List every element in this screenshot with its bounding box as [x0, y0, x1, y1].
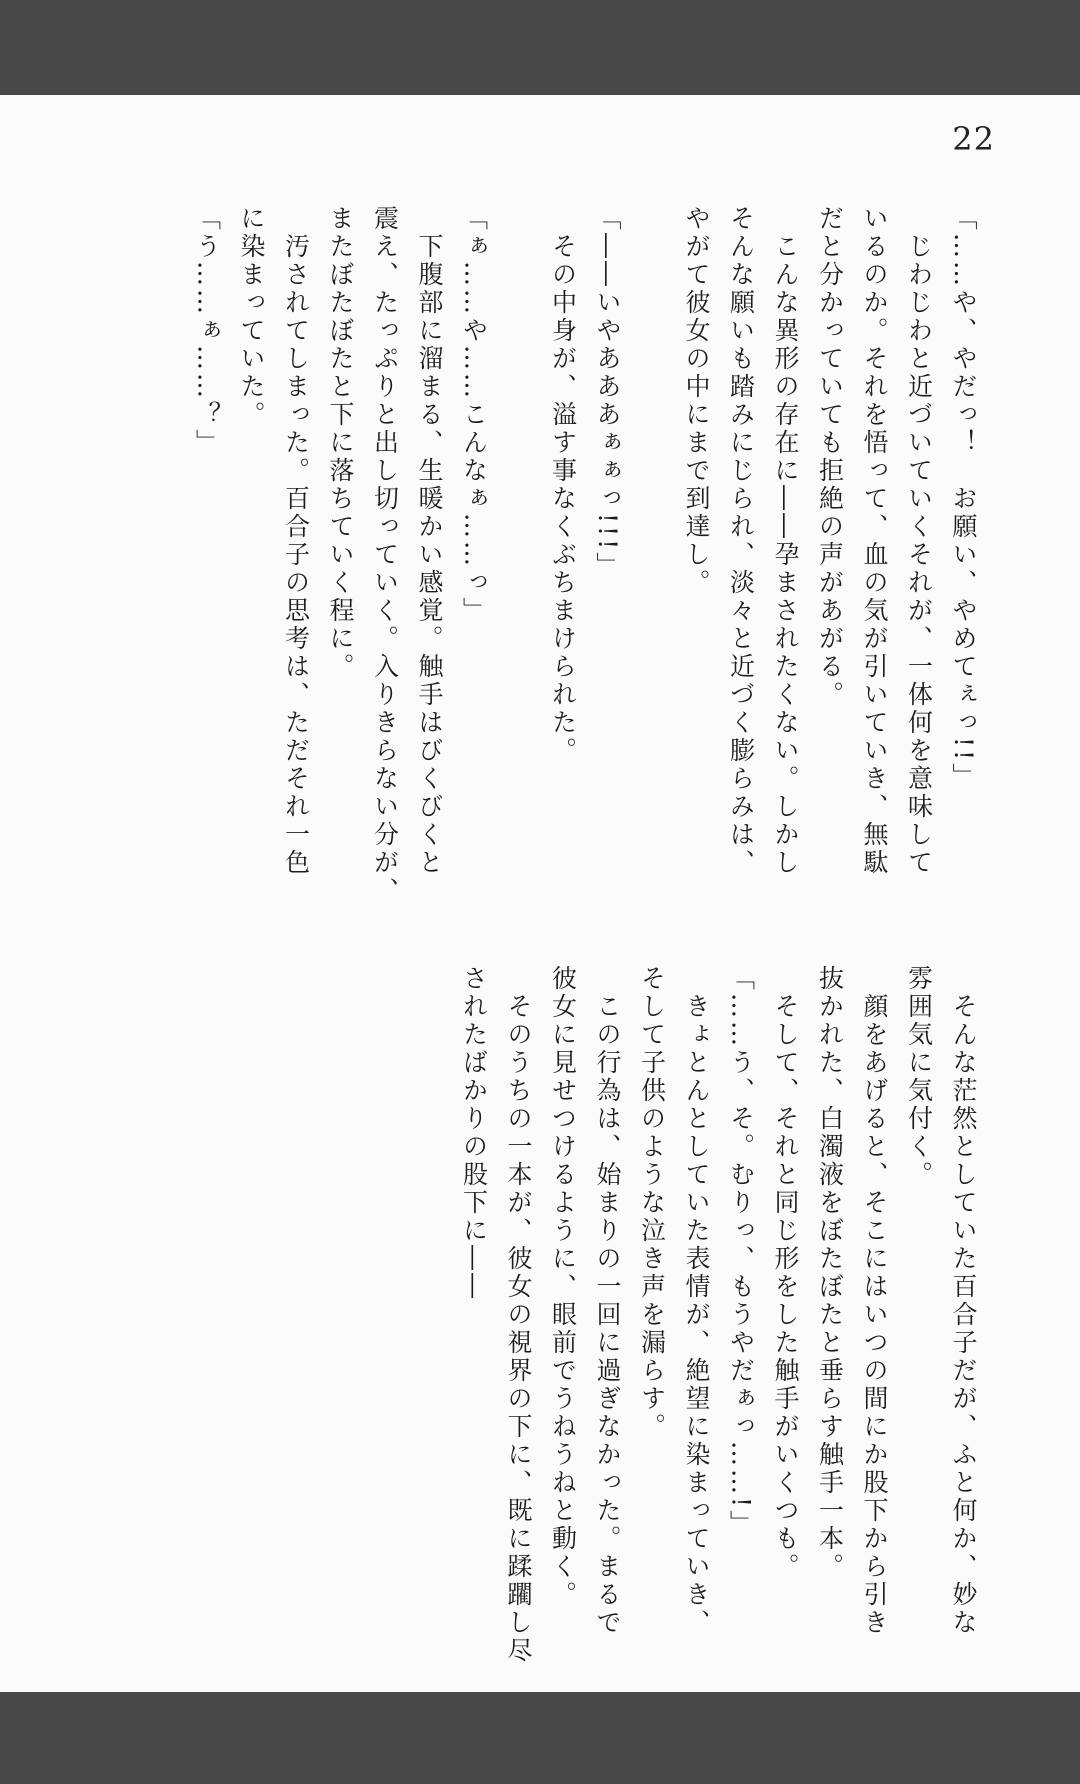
text-line: 「う……ぁ……？」 [192, 205, 222, 457]
blank-line [629, 205, 674, 965]
upper-text-block [184, 205, 985, 965]
page-number: 22 [952, 120, 995, 158]
text-line: その中身が、溢す事なくぶちまけられた。 [548, 205, 578, 765]
text-line: そんな願いも踏みにじられ、淡々と近づく膨らみは、 [726, 205, 756, 877]
text-line: いるのか。それを悟って、血の気が引いていき、無駄 [860, 205, 889, 877]
text-line: に染まっていた。 [237, 205, 266, 429]
top-bar[interactable] [0, 0, 1080, 95]
text-line: されたばかりの股下に―― [459, 965, 489, 1301]
blank-line [496, 205, 541, 965]
text-line: 「……う、そ。むりっ、もうやだぁっ……!」 [726, 965, 756, 1539]
text-line: そんな茫然としていた百合子だが、ふと何か、妙な [949, 965, 978, 1637]
text-line: 「……や、やだっ！ お願い、やめてぇっ!!」 [949, 205, 978, 792]
text-line: 顔をあげると、そこにはいつの間にか股下から引き [860, 965, 889, 1637]
text-line: だと分かっていても拒絶の声があがる。 [815, 205, 845, 709]
text-line: そして子供のような泣き声を漏らす。 [637, 965, 667, 1441]
text-line: 汚されてしまった。百合子の思考は、ただそれ一色 [281, 205, 311, 877]
text-line: 抜かれた、白濁液をぼたぼたと垂らす触手一本。 [815, 965, 845, 1581]
text-line: こんな異形の存在に――孕まされたくない。しかし [771, 205, 800, 877]
text-line: この行為は、始まりの一回に過ぎなかった。まるで [593, 965, 622, 1637]
bottom-bar[interactable] [0, 1692, 1080, 1784]
text-line: 「ぁ……や……こんなぁ……っ」 [459, 205, 489, 625]
text-line: 雰囲気に気付く。 [904, 965, 934, 1189]
text-line: 下腹部に溜まる、生暖かい感覚。触手はびくびくと [415, 205, 444, 877]
lower-text-block [451, 965, 985, 1665]
text-line: じわじわと近づいていくそれが、一体何を意味して [904, 205, 934, 877]
text-line: そして、それと同じ形をした触手がいくつも。 [771, 965, 800, 1581]
text-line: 「――いやあああぁぁっ!!!」 [593, 205, 622, 581]
text-line: 彼女に見せつけるように、眼前でうねうねと動く。 [548, 965, 578, 1609]
text-line: やがて彼女の中にまで到達し。 [682, 205, 711, 597]
text-line: またぼたぼたと下に落ちていく程に。 [326, 205, 355, 681]
text-line: きょとんとしていた表情が、絶望に染まっていき、 [682, 965, 711, 1637]
book-page[interactable] [0, 95, 1080, 1692]
text-line: 震え、たっぷりと出し切っていく。入りきらない分が、 [370, 205, 400, 905]
text-line: そのうちの一本が、彼女の視界の下に、既に蹂躙し尽 [504, 965, 533, 1665]
